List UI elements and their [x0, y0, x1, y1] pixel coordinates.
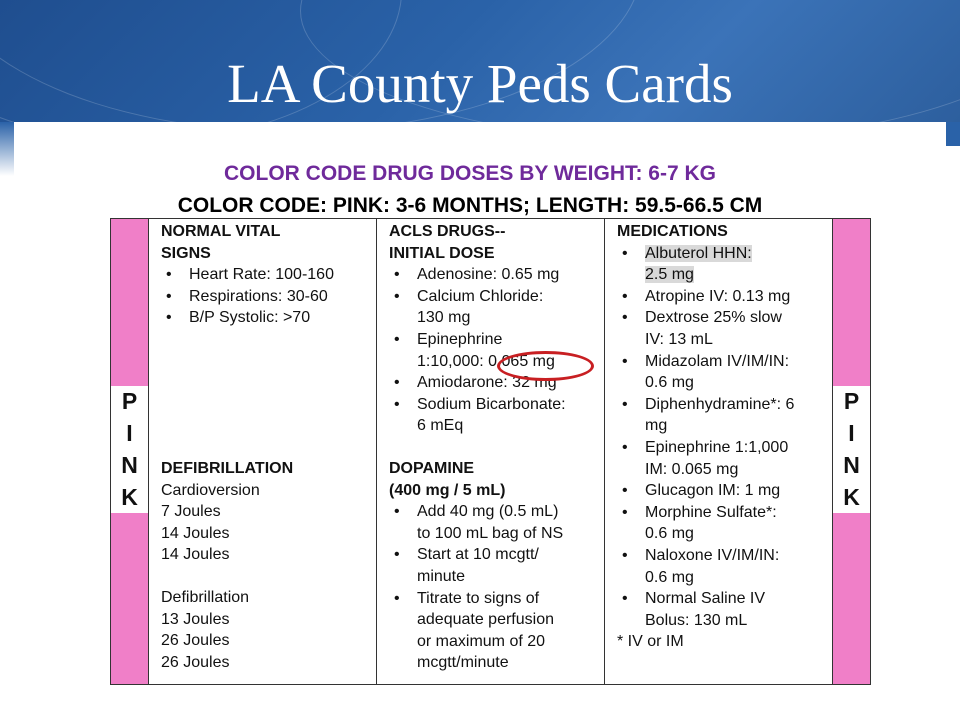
- joules-value: 14 Joules: [161, 546, 230, 564]
- item-line: • Atropine IV: 0.13 mg: [645, 287, 791, 305]
- joules-value: 13 Joules: [161, 610, 230, 628]
- heading-line: DOPAMINE: [389, 459, 475, 477]
- defibrillation-label: Defibrillation: [161, 588, 250, 606]
- band-letter: N: [843, 451, 860, 478]
- document-heading: COLOR CODE DRUG DOSES BY WEIGHT: 6-7 KG: [224, 162, 716, 185]
- band-letter: K: [121, 483, 138, 510]
- star-bullet-icon: ✦: [945, 133, 957, 149]
- band-letter: I: [126, 420, 133, 447]
- vitals-list: [161, 264, 376, 329]
- list-item: [617, 243, 832, 286]
- list-item: [617, 437, 832, 480]
- footnote: * IV or IM: [617, 633, 684, 651]
- heading-line: INITIAL DOSE: [389, 244, 495, 262]
- medications-heading: MEDICATIONS: [617, 223, 728, 240]
- band-letter: N: [121, 451, 138, 478]
- item-line: 0.6 mg: [645, 525, 694, 543]
- item-line: IV: 13 mL: [645, 330, 713, 348]
- defib-heading: DEFIBRILLATION: [161, 459, 294, 477]
- item-line: to 100 mL bag of NS: [417, 524, 564, 542]
- acls-column: [377, 219, 605, 684]
- list-item: [617, 394, 832, 437]
- list-item: [617, 351, 832, 394]
- highlighted-text: Albuterol HHN:: [645, 244, 752, 262]
- joules-value: 26 Joules: [161, 632, 230, 650]
- vitals-heading: [161, 221, 376, 264]
- list-item: • Respirations: 30-60: [161, 286, 376, 308]
- item-line: • Start at 10 mcgtt/: [417, 546, 539, 564]
- item-line: • Adenosine: 0.65 mg: [417, 266, 560, 284]
- slide-title: LA County Peds Cards: [227, 53, 733, 114]
- list-item: [389, 544, 604, 587]
- item-line: or maximum of 20: [417, 632, 546, 650]
- band-letters-right: [833, 386, 870, 513]
- item-line: • Calcium Chloride:: [417, 287, 544, 305]
- item-line: 0.6 mg: [645, 374, 694, 392]
- item-line: IM: 0.065 mg: [645, 460, 739, 478]
- list-item: • B/P Systolic: >70: [161, 307, 376, 329]
- heading-line: SIGNS: [161, 244, 211, 262]
- list-item: [389, 588, 604, 674]
- list-item: [617, 545, 832, 588]
- cardioversion-label: Cardioversion: [161, 481, 260, 499]
- item-line: [645, 243, 832, 265]
- list-item: [617, 286, 832, 308]
- vitals-column: [149, 219, 377, 684]
- joules-value: 14 Joules: [161, 524, 230, 542]
- list-item: [389, 286, 604, 329]
- joules-value: 7 Joules: [161, 503, 221, 521]
- item-line: mcgtt/minute: [417, 654, 509, 672]
- item-line: • Morphine Sulfate*:: [645, 503, 777, 521]
- highlighted-text: 2.5 mg: [645, 266, 694, 284]
- document-subheading: COLOR CODE: PINK: 3-6 MONTHS; LENGTH: 59.5-66.5 CM: [177, 194, 763, 217]
- item-line: • Naloxone IV/IM/IN:: [645, 546, 780, 564]
- dose-card: [110, 218, 871, 685]
- item-line: • Dextrose 25% slow: [645, 309, 782, 327]
- item-line: • Glucagon IM: 1 mg: [645, 482, 781, 500]
- item-line: • Midazolam IV/IM/IN:: [645, 352, 790, 370]
- acls-list: [389, 264, 604, 437]
- list-item: [617, 502, 832, 545]
- item-line: adequate perfusion: [417, 611, 554, 629]
- band-letter: K: [843, 483, 860, 510]
- item-line: • Add 40 mg (0.5 mL): [417, 503, 559, 521]
- acls-heading: [389, 221, 604, 264]
- medications-column: [605, 219, 832, 684]
- dopamine-list: [389, 501, 604, 674]
- heading-line: NORMAL VITAL: [161, 223, 281, 240]
- highlight-circle: [497, 351, 594, 381]
- color-band-right: [832, 219, 870, 684]
- band-letter: P: [843, 388, 860, 415]
- item-line: • Epinephrine 1:1,000: [645, 438, 789, 456]
- band-letter: P: [121, 388, 138, 415]
- list-item: [617, 307, 832, 350]
- item-line: 0.6 mg: [645, 568, 694, 586]
- heading-line: (400 mg / 5 mL): [389, 481, 506, 499]
- list-item: [617, 588, 832, 631]
- item-line: • Diphenhydramine*: 6: [645, 395, 795, 413]
- heading-line: ACLS DRUGS--: [389, 223, 506, 240]
- list-item: • Heart Rate: 100-160: [161, 264, 376, 286]
- dopamine-heading: [389, 458, 604, 501]
- band-letter: I: [848, 420, 855, 447]
- color-band-left: [111, 219, 149, 684]
- item-line: • Normal Saline IV: [645, 590, 766, 608]
- item-line: 130 mg: [417, 309, 471, 327]
- item-line: • Sodium Bicarbonate:: [417, 395, 566, 413]
- item-line: • Epinephrine: [417, 330, 503, 348]
- item-line: [645, 264, 832, 286]
- medications-list: [617, 243, 832, 632]
- list-item: [617, 480, 832, 502]
- item-line: Bolus: 130 mL: [645, 611, 748, 629]
- joules-value: 26 Joules: [161, 653, 230, 671]
- header-accent-left: [0, 122, 14, 176]
- item-line: mg: [645, 417, 668, 435]
- item-line: 6 mEq: [417, 417, 464, 435]
- item-line: • Titrate to signs of: [417, 589, 540, 607]
- item-line: • Amiodarone: 32 mg: [417, 374, 557, 392]
- item-line: 1:10,000: 0.065 mg: [417, 352, 555, 370]
- list-item: [389, 394, 604, 437]
- band-letters-left: [111, 386, 148, 513]
- list-item: [389, 501, 604, 544]
- list-item: [389, 264, 604, 286]
- item-line: minute: [417, 567, 466, 585]
